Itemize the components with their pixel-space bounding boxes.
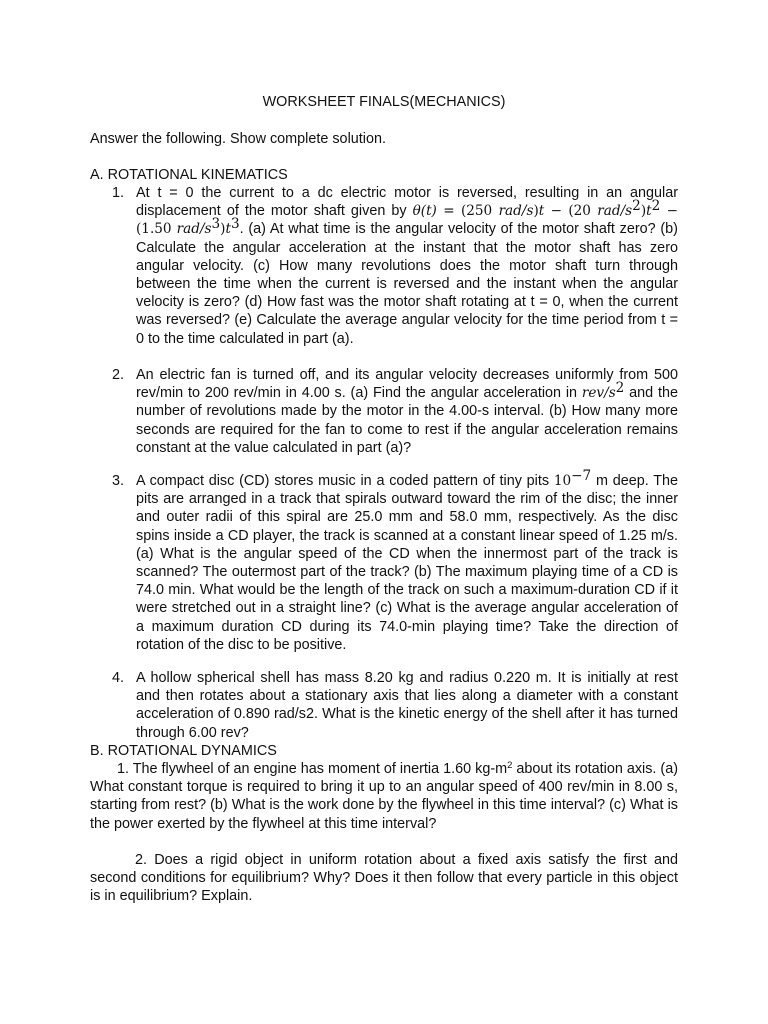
question-text: An electric fan is turned off, and its angular velocity decreases uniformly from 500 rev/min to 200 rev/min in 4.00 s. (a) Find the angular acceleration in rev/$s^2$ and the number of revolutions made by the motor in the 4.00-s interval. (b) How many more seconds are required for the fan to come to rest if the angular acceleration remains constant at the value calculated in part (a)?	[136, 367, 678, 456]
question-b1: 1. The flywheel of an engine has moment of inertia 1.60 $kg-m^2$ about its rotation axis. (a) What constant torque is required to bring it up to an angular speed of 400 rev/min in 8.00 s, starting from rest? (b) What is the work done by the flywheel in this time interval? (c) What is the power exerted by the flywheel at this time interval?	[90, 760, 678, 832]
question-text: At t = 0 the current to a dc electric motor is reversed, resulting in an angular displacement of the motor shaft given by θ(t) = (250 rad/s)t − (20 rad/$s^2)t^2 - (1.50$ rad/$s^3)t^3$. (a) At what time is the angular velocity of the motor shaft zero? (b) Calculate the angular acceleration at the instant that the motor shaft has zero angular velocity. (c) How many revolutions does the motor shaft turn through between the time when the current is reversed and the instant when the angular velocity is zero? (d) How fast was the motor shaft rotating at t = 0, when the current was reversed? (e) Calculate the average angular velocity for the time period from t = 0 to the time calculated in part (a).	[136, 185, 678, 347]
equation-theta: θ(t)	[412, 203, 437, 220]
question-a4	[112, 669, 678, 742]
question-number: 1.	[112, 185, 125, 201]
question-a3	[112, 468, 679, 654]
question-a1	[112, 184, 678, 348]
unit-rev-per-s2: rev/s	[581, 385, 616, 402]
instructions: Answer the following. Show complete solution.	[90, 131, 386, 147]
page-title: WORKSHEET FINALS(MECHANICS)	[262, 94, 506, 110]
question-text: A compact disc (CD) stores music in a coded pattern of tiny pits $10^{-7}$ m deep. The pits are arranged in a track that spirals outward toward the rim of the disc; the inner and outer radii of this spiral are 25.0 mm and 58.0 mm, respectively. As the disc spins inside a CD player, the track is scanned at a constant linear speed of 1.25 m/s. (a) What is the angular speed of the CD when the innermost part of the track is scanned? The outermost part of the track? (b) The maximum playing time of a CD is 74.0 min. What would be the length of the track on such a maximum-duration CD if it were stretched out in a straight line? (c) What is the average angular acceleration of a maximum duration CD during its 74.0-min playing time? Take the direction of rotation of the disc to be positive.	[136, 468, 679, 653]
question-number: 3.	[112, 473, 125, 489]
question-a2	[112, 366, 678, 457]
section-a-heading: A. ROTATIONAL KINEMATICS	[90, 167, 288, 183]
question-text: A hollow spherical shell has mass 8.20 kg and radius 0.220 m. It is initially at rest and then rotates about a stationary axis that lies along a diameter with a constant acceleration of 0.890 rad/s2. What is the kinetic energy of the shell after it has turned through 6.00 rev?	[136, 670, 678, 741]
question-b2: 2. Does a rigid object in uniform rotation about a fixed axis satisfy the first and second conditions for equilibrium? Why? Does it then follow that every particle in this object is in equilibrium? Explain.	[90, 852, 678, 905]
question-number: 4.	[112, 670, 125, 686]
section-b-heading: B. ROTATIONAL DYNAMICS	[90, 743, 277, 759]
question-number: 2.	[112, 367, 125, 383]
